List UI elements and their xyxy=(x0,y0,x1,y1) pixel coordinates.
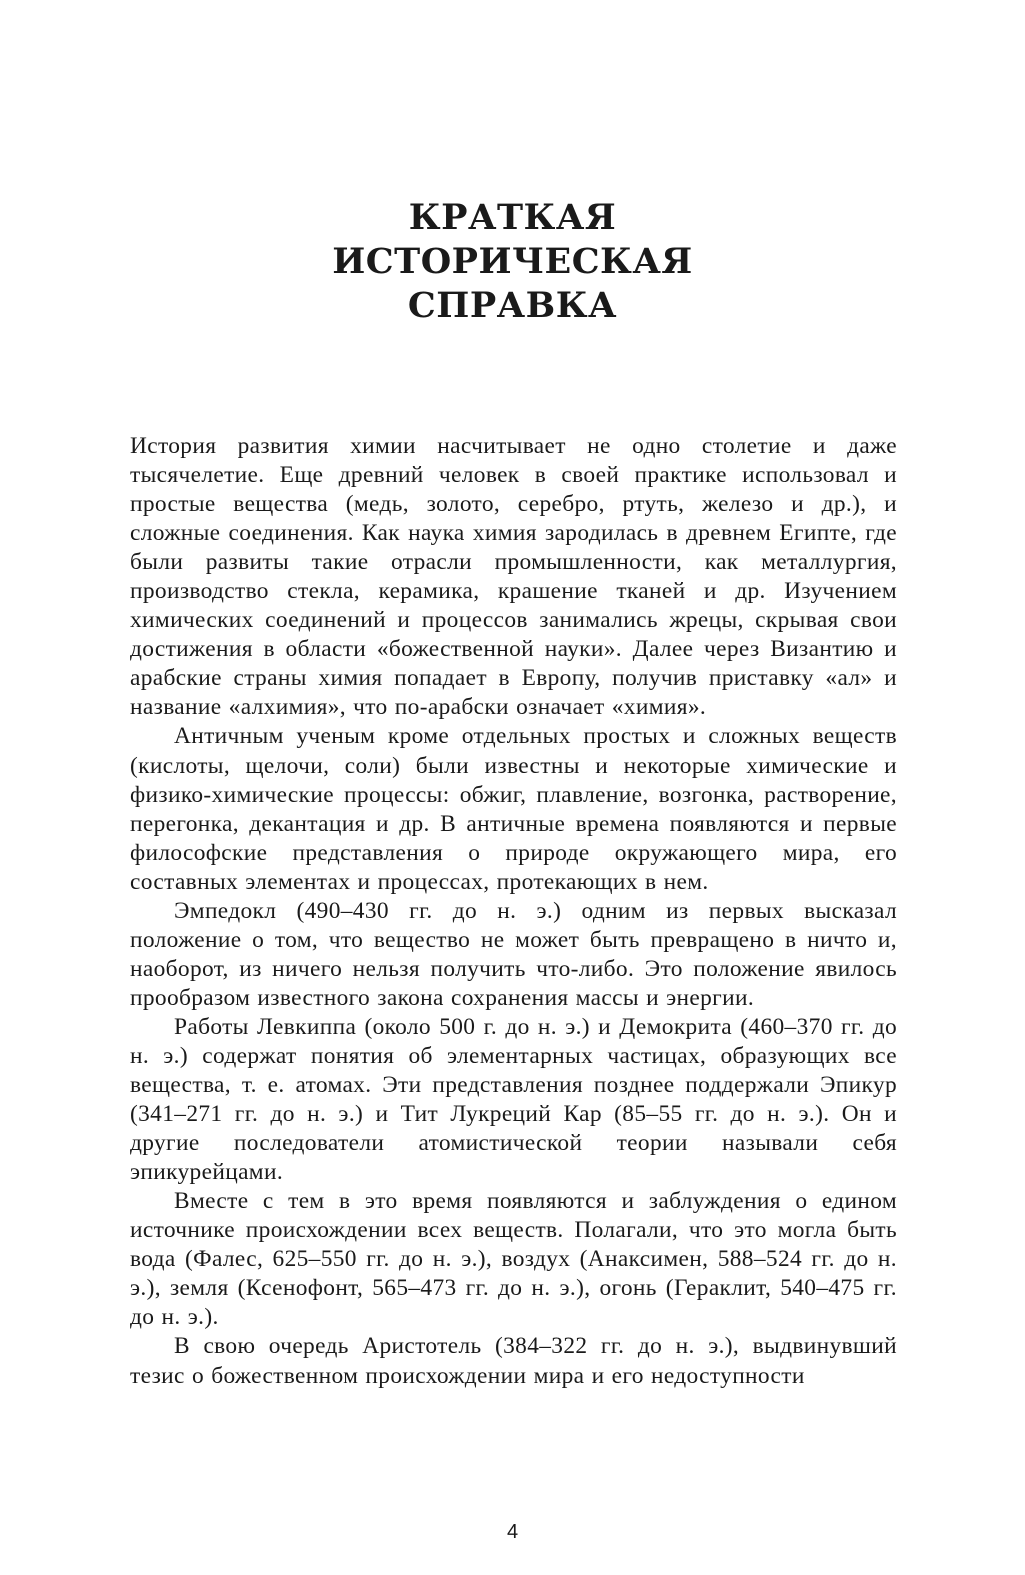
chapter-title-line-1: КРАТКАЯ xyxy=(408,197,617,238)
body-text xyxy=(130,432,897,1391)
paragraph: Эмпедокл (490–430 гг. до н. э.) одним из первых высказал положение о том, что вещество не может быть превращено в ничто и, наоборот, из ничего нельзя получить что-либо. Это положение явилось прообразом известного закона сохранения массы и энергии. xyxy=(130,897,897,1011)
paragraph: Работы Левкиппа (около 500 г. до н. э.) и Демокрита (460–370 гг. до н. э.) содержат понятия об элементарных частицах, образующих все вещества, т. е. атомах. Эти представления позднее поддержали Эпикур (341–271 гг. до н. э.) и Тит Лукреций Кар (85–55 гг. до н. э.). Он и другие последователи атомистической теории называли себя эпикурейцами. xyxy=(130,1013,897,1186)
paragraph: История развития химии насчитывает не одно столетие и даже тысячелетие. Еще древний человек в своей практике использовал и простые вещества (медь, золото, серебро, ртуть, железо и др.), и сложные соединения. Как наука химия зародилась в древнем Египте, где были развиты такие отрасли промышленности, как металлургия, производство стекла, керамика, крашение тканей и др. Изучением химических соединений и процессов занимались жрецы, скрывая свои достижения в области «божественной науки». Далее через Византию и арабские страны химия попадает в Европу, получив приставку «ал» и название «алхимия», что по-арабски означает «химия». xyxy=(130,433,897,721)
paragraph: Античным ученым кроме отдельных простых и сложных веществ (кислоты, щелочи, соли) были известны и некоторые химические и физико-химические процессы: обжиг, плавление, возгонка, растворение, перегонка, декантация и др. В античные времена появляются и первые философские представления о природе окружающего мира, его составных элементах и процессах, протекающих в нем. xyxy=(130,723,897,895)
page-number: 4 xyxy=(506,1521,519,1543)
paragraph: Вместе с тем в это время появляются и заблуждения о едином источнике происхождении всех веществ. Полагали, что это могла быть вода (Фалес, 625–550 гг. до н. э.), воздух (Анаксимен, 588–524 гг. до н. э.), земля (Ксенофонт, 565–473 гг. до н. э.), огонь (Гераклит, 540–475 гг. до н. э.). xyxy=(130,1188,897,1331)
chapter-title xyxy=(0,196,1025,328)
chapter-title-line-2: ИСТОРИЧЕСКАЯ xyxy=(332,241,693,282)
paragraph: В свою очередь Аристотель (384–322 гг. до н. э.), выдвинувший тезис о божественном происхождении мира и его недоступности xyxy=(130,1333,897,1389)
chapter-title-line-3: СПРАВКА xyxy=(407,285,618,326)
